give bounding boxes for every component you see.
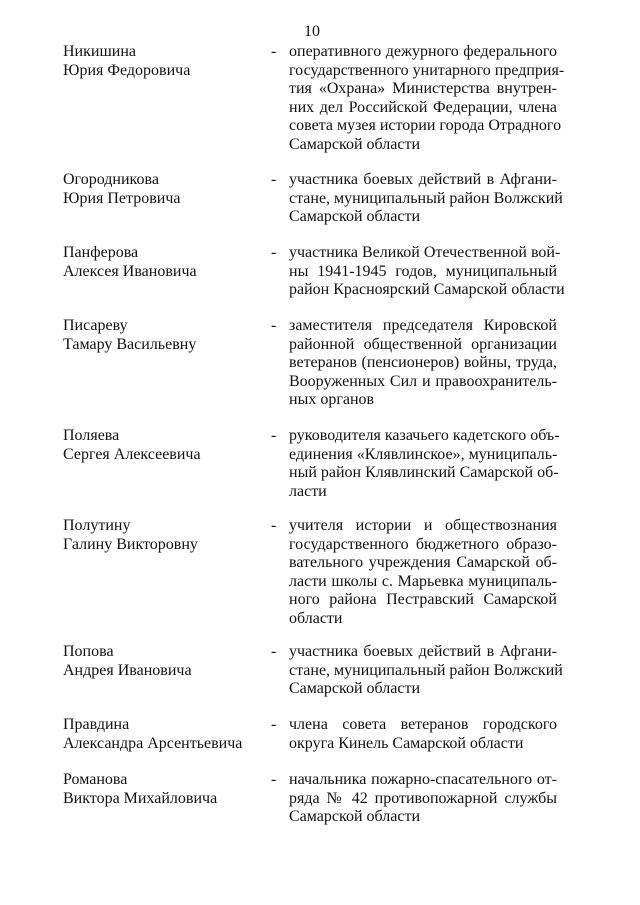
description-line: районной общественной организации: [289, 335, 557, 353]
given-names: Сергея Алексеевича: [63, 445, 201, 463]
description-line: участника боевых действий в Афгани-: [289, 171, 557, 188]
surname: Никишина: [63, 43, 136, 60]
person-description: [289, 43, 565, 154]
person-description: [289, 771, 557, 827]
separator-dash: -: [271, 643, 277, 660]
person-name: [63, 427, 263, 464]
given-names: Юрия Федоровича: [63, 61, 191, 79]
person-description: [289, 716, 557, 753]
description-line: ласти: [289, 482, 327, 500]
person-name: [63, 771, 263, 808]
given-names: Александра Арсентьевича: [63, 734, 243, 752]
description-line: ного района Пестравский Самарской: [289, 591, 557, 608]
description-line: совета музея истории города Отрадного: [289, 117, 562, 134]
description-line: Вооруженных Сил и правоохранитель-: [289, 372, 557, 390]
description-line: участника боевых действий в Афгани-: [289, 643, 557, 660]
person-name: [63, 317, 263, 354]
person-name: [63, 171, 263, 208]
description-line: стане, муниципальный район Волжский: [289, 189, 563, 207]
description-line: члена совета ветеранов городского: [289, 716, 557, 733]
person-description: [289, 171, 563, 227]
given-names: Тамару Васильевну: [63, 335, 197, 353]
description-line: вательного учреждения Самарской об-: [289, 554, 557, 571]
description-line: участника Великой Отечественной вой-: [289, 244, 561, 261]
surname: Попова: [63, 643, 114, 660]
person-name: [63, 517, 263, 554]
description-line: стане, муниципальный район Волжский: [289, 661, 563, 679]
description-line: ных органов: [289, 391, 375, 408]
surname: Романова: [63, 771, 128, 788]
surname: Поляева: [63, 427, 120, 444]
description-line: Самарской области: [289, 680, 420, 697]
separator-dash: -: [271, 771, 277, 788]
description-line: государственного бюджетного образо-: [289, 535, 557, 553]
description-line: ласти школы с. Марьевка муниципаль-: [289, 572, 557, 590]
person-description: [289, 317, 557, 410]
separator-dash: -: [271, 317, 277, 334]
description-line: ный район Клявлинский Самарской об-: [289, 464, 559, 481]
description-line: единения «Клявлинское», муниципаль-: [289, 445, 558, 463]
description-line: Самарской области: [289, 208, 420, 225]
person-name: [63, 43, 263, 80]
surname: Правдина: [63, 716, 130, 733]
description-line: заместителя председателя Кировской: [289, 317, 557, 334]
given-names: Андрея Ивановича: [63, 661, 192, 679]
person-name: [63, 244, 263, 281]
separator-dash: -: [271, 244, 277, 261]
description-line: оперативного дежурного федерального: [289, 43, 557, 60]
description-line: них дел Российской Федерации, члена: [289, 98, 557, 116]
separator-dash: -: [271, 171, 277, 188]
description-line: области: [289, 609, 343, 627]
person-description: [289, 517, 557, 628]
person-description: [289, 427, 560, 501]
given-names: Юрия Петровича: [63, 189, 181, 207]
separator-dash: -: [271, 517, 277, 534]
description-line: ряда № 42 противопожарной службы: [289, 789, 557, 807]
given-names: Алексея Ивановича: [63, 262, 197, 280]
surname: Огородникова: [63, 171, 159, 188]
description-line: Самарской области: [289, 808, 420, 825]
description-line: Самарской области: [289, 135, 420, 153]
separator-dash: -: [271, 427, 277, 444]
description-line: руководителя казачьего кадетского объ-: [289, 427, 560, 444]
separator-dash: -: [271, 43, 277, 60]
person-name: [63, 716, 263, 753]
description-line: район Красноярский Самарской области: [289, 281, 565, 298]
description-line: округа Кинель Самарской области: [289, 734, 524, 752]
surname: Панферова: [63, 244, 139, 261]
surname: Писареву: [63, 317, 128, 334]
given-names: Галину Викторовну: [63, 535, 198, 553]
description-line: тия «Охрана» Министерства внутрен-: [289, 80, 557, 97]
description-line: ны 1941-1945 годов, муниципальный: [289, 262, 557, 280]
page-number: 10: [304, 23, 320, 40]
description-line: начальника пожарно-спасательного от-: [289, 771, 557, 788]
person-description: [289, 643, 563, 699]
person-name: [63, 643, 263, 680]
description-line: ветеранов (пенсионеров) войны, труда,: [289, 354, 557, 371]
surname: Полутину: [63, 517, 131, 534]
separator-dash: -: [271, 716, 277, 733]
given-names: Виктора Михайловича: [63, 789, 218, 807]
person-description: [289, 244, 565, 300]
description-line: государственного унитарного предприя-: [289, 61, 565, 79]
description-line: учителя истории и обществознания: [289, 517, 557, 534]
